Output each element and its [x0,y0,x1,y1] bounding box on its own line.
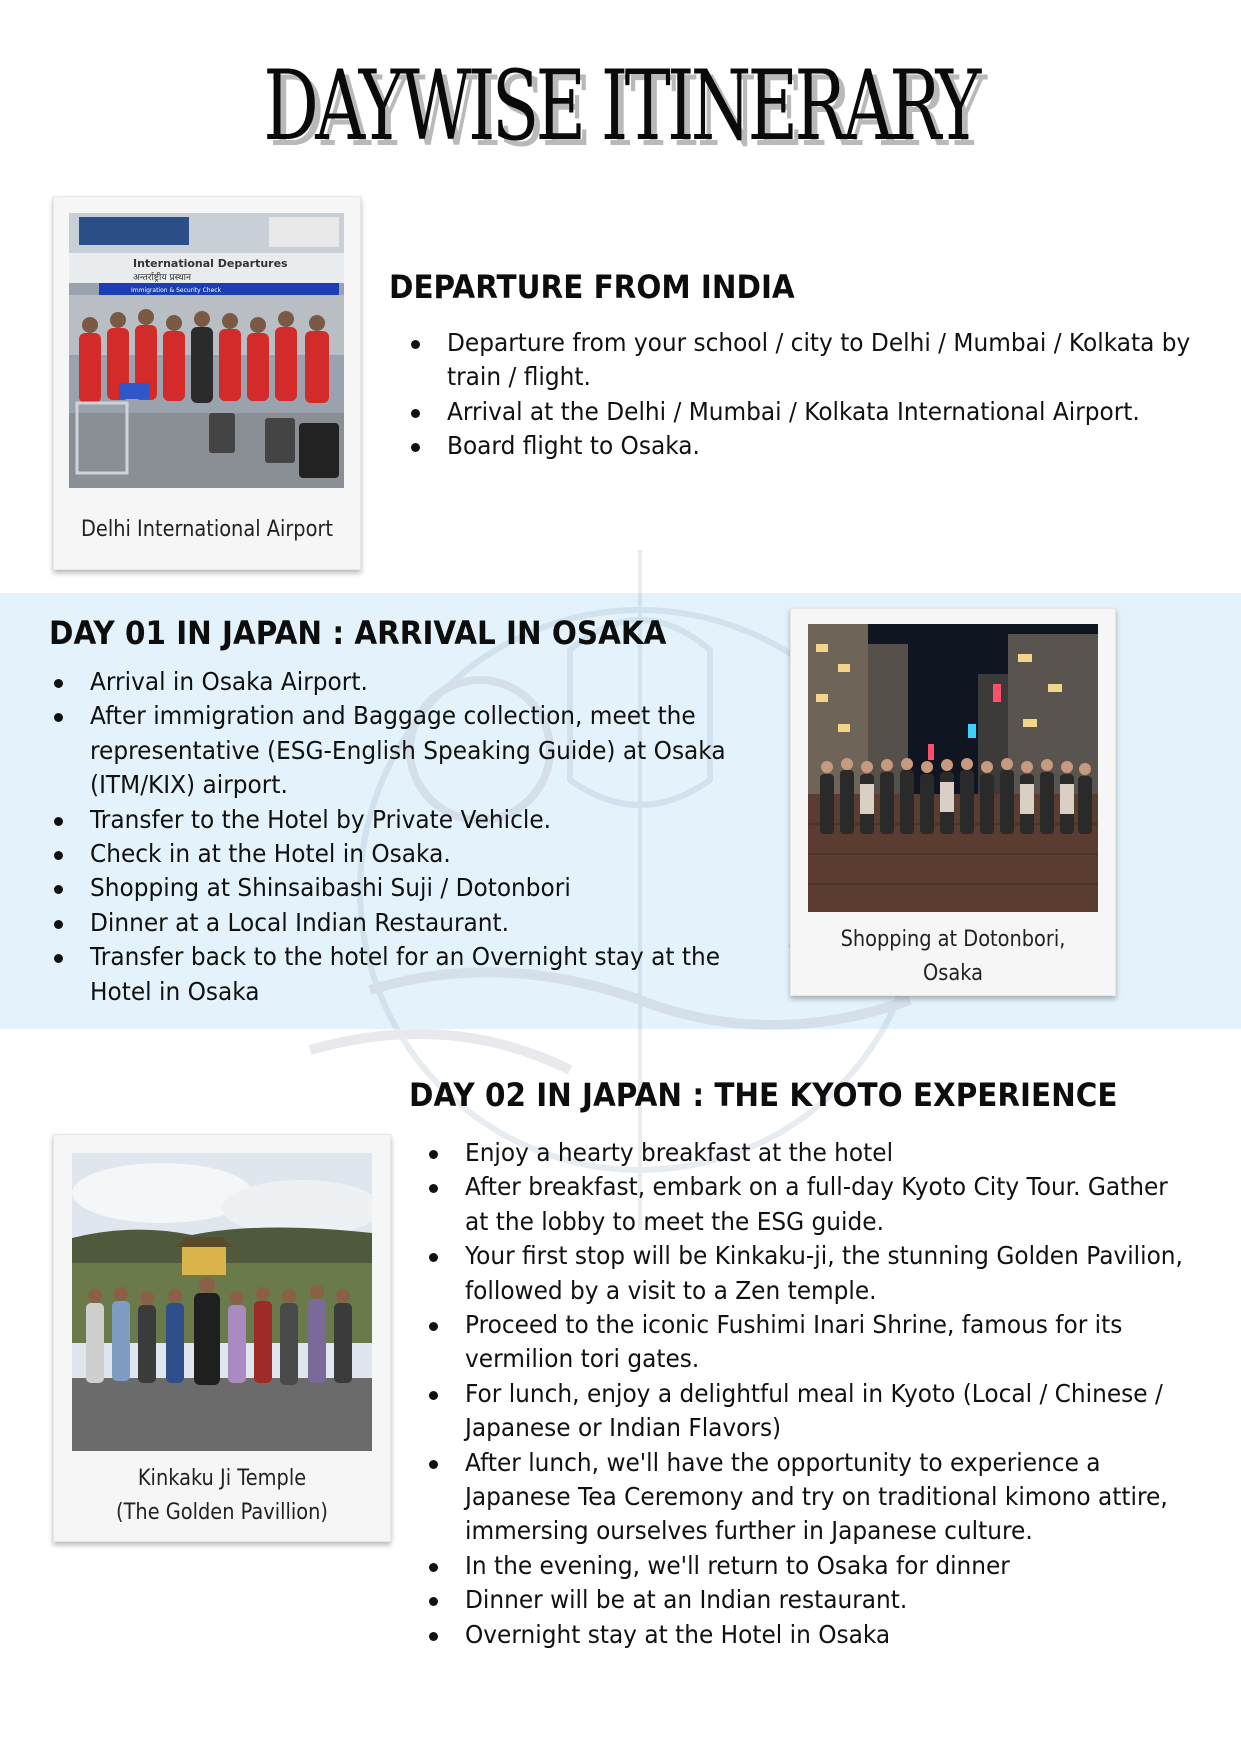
list-item: Proceed to the iconic Fushimi Inari Shrine, famous for its vermilion tori gates. [423,1308,1193,1377]
list-item: Arrival at the Delhi / Mumbai / Kolkata International Airport. [405,395,1195,429]
dotonbori-photo [808,624,1098,912]
kinkakuji-photo [72,1153,372,1451]
delhi-airport-photo [69,213,344,488]
day02-list [423,1136,1193,1652]
day01-heading: DAY 01 IN JAPAN : ARRIVAL IN OSAKA [49,614,667,652]
list-item: In the evening, we'll return to Osaka for dinner [423,1549,1193,1583]
departure-heading: DEPARTURE FROM INDIA [389,268,795,306]
kinkakuji-caption-line1: Kinkaku Ji Temple [137,1466,307,1491]
list-item: Your first stop will be Kinkaku-ji, the stunning Golden Pavilion, followed by a visit to a Zen temple. [423,1239,1193,1308]
departure-list [405,326,1195,464]
list-item: After lunch, we'll have the opportunity to experience a Japanese Tea Ceremony and try on traditional kimono attire, immersing ourselves further in Japanese culture. [423,1446,1193,1549]
list-item: Enjoy a hearty breakfast at the hotel [423,1136,1193,1170]
kinkakuji-polaroid [53,1134,391,1542]
list-item: Dinner will be at an Indian restaurant. [423,1583,1193,1617]
departures-sign-hindi: अन्तर्राष्ट्रीय प्रस्थान [133,273,191,283]
list-item: Dinner at a Local Indian Restaurant. [48,906,760,940]
departures-sign-subtext: Immigration & Security Check [131,287,222,294]
list-item: Transfer back to the hotel for an Overnight stay at the Hotel in Osaka [48,940,760,1009]
list-item: Board flight to Osaka. [405,429,1195,463]
dotonbori-polaroid [790,608,1116,996]
list-item: Check in at the Hotel in Osaka. [48,837,760,871]
list-item: Arrival in Osaka Airport. [48,665,760,699]
kinkakuji-caption-line2: (The Golden Pavillion) [116,1500,328,1525]
list-item: For lunch, enjoy a delightful meal in Kyoto (Local / Chinese / Japanese or Indian Flavors) [423,1377,1193,1446]
list-item: After immigration and Baggage collection, meet the representative (ESG-English Speaking Guide) at Osaka (ITM/KIX) airport. [48,699,760,802]
dotonbori-caption: Shopping at Dotonbori, Osaka [840,927,1066,986]
day02-heading: DAY 02 IN JAPAN : THE KYOTO EXPERIENCE [409,1076,1118,1114]
departures-sign-text: International Departures [133,257,288,270]
day01-list [48,665,760,1009]
list-item: Transfer to the Hotel by Private Vehicle. [48,803,760,837]
delhi-airport-polaroid [53,196,361,570]
page-title: DAYWISE ITINERARY [263,50,978,162]
list-item: Overnight stay at the Hotel in Osaka [423,1618,1193,1652]
list-item: Departure from your school / city to Delhi / Mumbai / Kolkata by train / flight. [405,326,1195,395]
list-item: After breakfast, embark on a full-day Kyoto City Tour. Gather at the lobby to meet the ESG guide. [423,1170,1193,1239]
delhi-airport-caption: Delhi International Airport [81,517,333,542]
list-item: Shopping at Shinsaibashi Suji / Dotonbori [48,871,760,905]
